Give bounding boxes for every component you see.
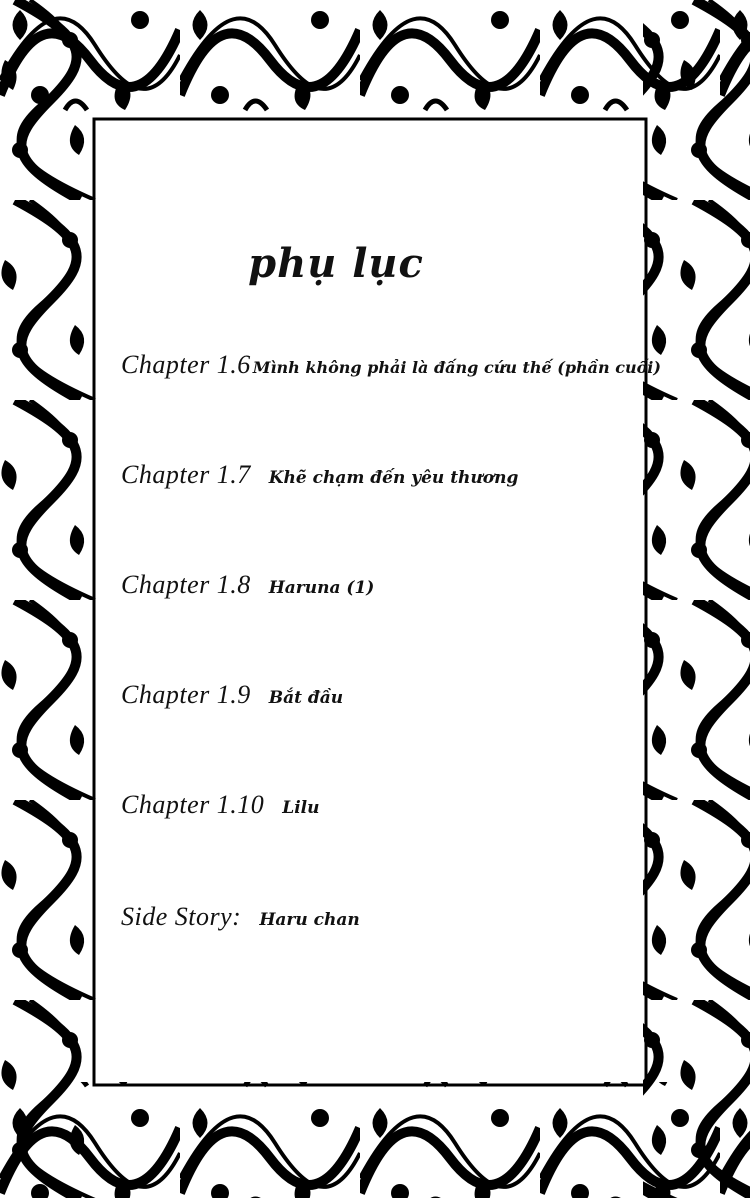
toc-entry-label: Chapter 1.9 [121, 680, 251, 709]
toc-entry [121, 680, 343, 710]
toc-entry [121, 902, 360, 932]
toc-entry-title: Mình không phải là đấng cứu thế (phần cuối) [252, 358, 661, 377]
toc-entry [121, 570, 374, 600]
toc-entry-label: Chapter 1.7 [121, 460, 251, 489]
page-title: phụ lục [248, 240, 424, 287]
toc-entry [121, 350, 661, 380]
toc-entry-title: Haruna (1) [268, 578, 375, 598]
toc-entry-title: Haru chan [259, 910, 360, 930]
toc-entry-title: Bắt đầu [268, 688, 344, 708]
toc-entry-label: Chapter 1.6 [121, 350, 251, 379]
toc-entry-label: Chapter 1.8 [121, 570, 251, 599]
toc-entry [121, 460, 518, 490]
toc-entry [121, 790, 319, 820]
toc-entry-label: Chapter 1.10 [121, 790, 265, 819]
toc-entry-title: Lilu [282, 798, 320, 818]
toc-entry-label: Side Story: [121, 902, 242, 931]
contents-panel [97, 122, 661, 1082]
toc-entry-title: Khẽ chạm đến yêu thương [268, 468, 519, 488]
